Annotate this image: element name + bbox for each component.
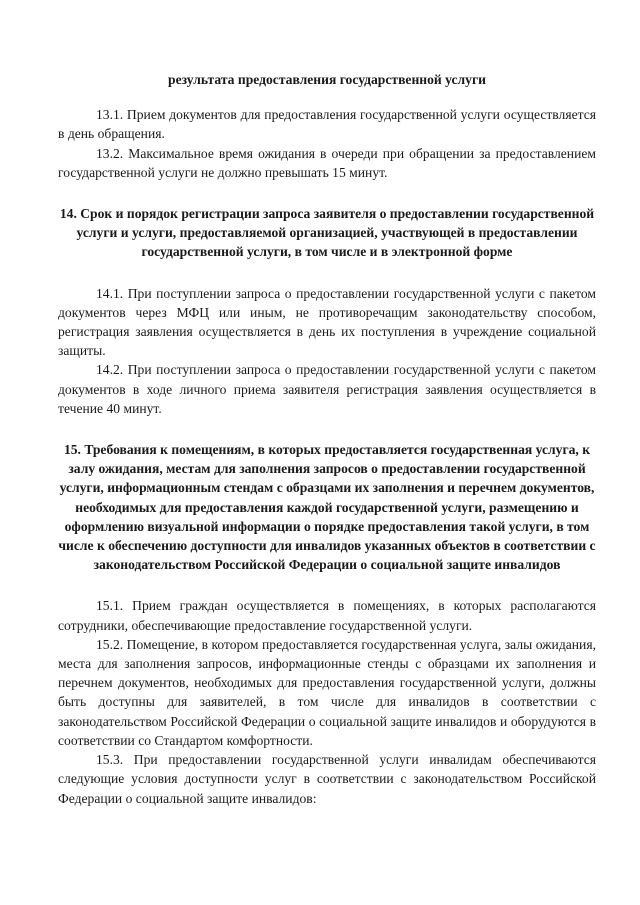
section-14-heading: 14. Срок и порядок регистрации запроса заявителя о предоставлении государственной услуги и услуги, предоставляемой организацией, участвующей в предоставлении государственной услуги, в том числе и в электронной форме [59,206,595,260]
spacer [58,89,596,105]
spacer [58,574,596,596]
document-page [58,70,596,808]
paragraph-15-3: 15.3. При предоставлении государственной услуги инвалидам обеспечиваются следующие условия доступности услуг в соответствии с законодательством Российской Федерации о социальной защите инвалидов: [58,752,596,806]
paragraph-15-1: 15.1. Прием граждан осуществляется в помещениях, в которых располагаются сотрудники, обеспечивающие предоставление государственной услуги. [58,598,596,633]
spacer [58,182,596,204]
paragraph-15-2: 15.2. Помещение, в котором предоставляется государственная услуга, залы ожидания, места для заполнения запросов, информационные стенды с образцами их заполнения и перечнем документов, необходимых для предоставления государственной услуги, должны быть доступны для заявителей, в том числе для инвалидов в соответствии с законодательством Российской Федерации о социальной защите инвалидов и оборудуются в соответствии со Стандартом комфортности. [58,636,596,748]
paragraph-13-1: 13.1. Прием документов для предоставления государственной услуги осуществляется в день обращения. [58,107,596,142]
paragraph-14-2: 14.2. При поступлении запроса о предоставлении государственной услуги с пакетом документов в ходе личного приема заявителя регистрация заявления осуществляется в течение 40 минут. [58,362,596,416]
top-heading: результата предоставления государственной услуги [168,72,486,87]
paragraph-14-1: 14.1. При поступлении запроса о предоставлении государственной услуги с пакетом документов через МФЦ или иным, не противоречащим законодательству способом, регистрация заявления осуществляется в день их поступления в учреждение социальной защиты. [58,285,596,359]
spacer [58,418,596,440]
spacer [58,262,596,284]
section-15-heading: 15. Требования к помещениям, в которых предоставляется государственная услуга, к залу ожидания, местам для заполнения запросов о предоставлении государственной услуги, информационным стендам с образцами их заполнения и перечнем документов, необходимых для предоставления каждой государственной услуги, размещению и оформлению визуальной информации о порядке предоставления такой услуги, в том числе к обеспечению доступности для инвалидов указанных объектов в соответствии с законодательством Российской Федерации о социальной защите инвалидов [58,442,596,573]
paragraph-13-2: 13.2. Максимальное время ожидания в очереди при обращении за предоставлением государственной услуги не должно превышать 15 минут. [58,145,596,180]
